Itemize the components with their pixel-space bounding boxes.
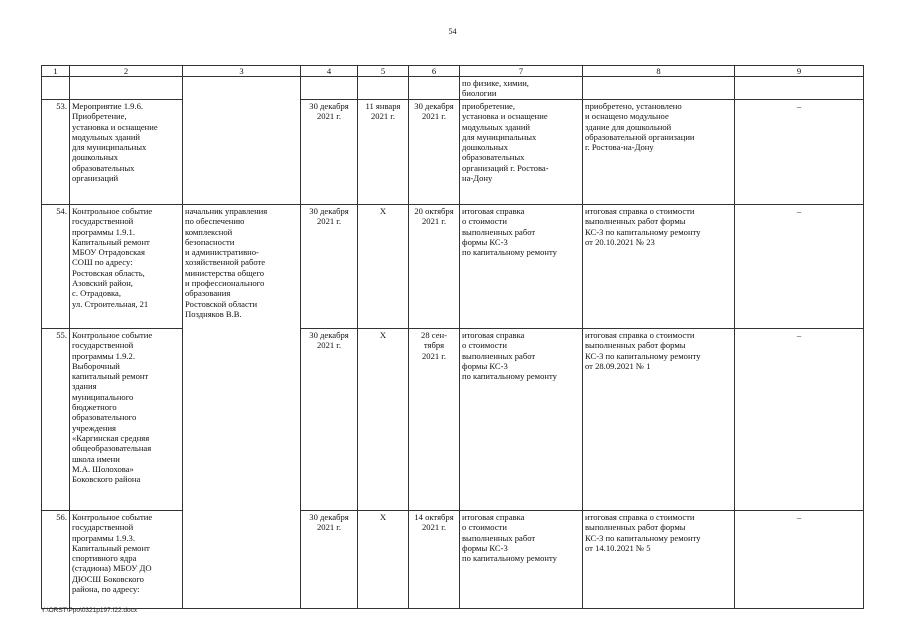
program-table: [41, 65, 864, 609]
event-name-cell: Контрольное событие государственной программы 1.9.2. Выборочный капитальный ремонт здания муниципального бюджетного образовательного учреждения «Каргинская средняя общеобразовательная школа имени М.А. Шолохова» Боковского района: [70, 329, 183, 511]
column-number: 4: [301, 66, 358, 77]
row-number: 55.: [42, 329, 70, 511]
column-number: 3: [183, 66, 301, 77]
start-date-cell: 11 января 2021 г.: [358, 100, 409, 205]
end-date-cell: 30 декабря 2021 г.: [409, 100, 460, 205]
column-number: 6: [409, 66, 460, 77]
column-number: 8: [583, 66, 735, 77]
actual-result-cell: итоговая справка о стоимости выполненных работ формы КС-3 по капитальному ремонту от 14.10.2021 № 5: [583, 511, 735, 609]
note-cell: –: [735, 205, 864, 329]
expected-result-cell: приобретение, установка и оснащение модульных зданий для муниципальных дошкольных образовательных организаций г. Ростова- на-Дону: [460, 100, 583, 205]
actual-result-cell: итоговая справка о стоимости выполненных работ формы КС-3 по капитальному ремонту от 28.09.2021 № 1: [583, 329, 735, 511]
table-row: [42, 511, 864, 609]
event-name-cell: Контрольное событие государственной программы 1.9.1. Капитальный ремонт МБОУ Отрадовская СОШ по адресу: Ростовская область, Азовский район, с. Отрадовка, ул. Строительная, 21: [70, 205, 183, 329]
expected-result-cell: итоговая справка о стоимости выполненных работ формы КС-3 по капитальному ремонту: [460, 329, 583, 511]
expected-result-cell: итоговая справка о стоимости выполненных работ формы КС-3 по капитальному ремонту: [460, 511, 583, 609]
column-number: 9: [735, 66, 864, 77]
expected-result-cell: по физике, химии, биологии: [460, 77, 583, 100]
note-cell: –: [735, 511, 864, 609]
plan-date-cell: 30 декабря 2021 г.: [301, 329, 358, 511]
column-number: 1: [42, 66, 70, 77]
column-number: 7: [460, 66, 583, 77]
table-row: [42, 205, 864, 329]
plan-date-cell: 30 декабря 2021 г.: [301, 205, 358, 329]
responsible-cell: [183, 100, 301, 205]
row-number: 53.: [42, 100, 70, 205]
responsible-cell: начальник управления по обеспечению комплексной безопасности и административно- хозяйственной работе министерства общего и профессионального образования Ростовской области Поздняков В.В.: [183, 205, 301, 329]
event-name-cell: Контрольное событие государственной программы 1.9.3. Капитальный ремонт спортивного ядра (стадиона) МБОУ ДО ДЮСШ Боковского района, по адресу:: [70, 511, 183, 609]
column-number-row: [42, 66, 864, 77]
start-date-cell: Х: [358, 205, 409, 329]
responsible-cell: [183, 329, 301, 511]
page-number: 54: [448, 27, 457, 36]
plan-date-cell: 30 декабря 2021 г.: [301, 511, 358, 609]
actual-result-cell: итоговая справка о стоимости выполненных работ формы КС-3 по капитальному ремонту от 20.10.2021 № 23: [583, 205, 735, 329]
expected-result-cell: итоговая справка о стоимости выполненных работ формы КС-3 по капитальному ремонту: [460, 205, 583, 329]
table-row: [42, 100, 864, 205]
end-date-cell: 28 сен- тября 2021 г.: [409, 329, 460, 511]
column-number: 2: [70, 66, 183, 77]
note-cell: –: [735, 100, 864, 205]
start-date-cell: Х: [358, 329, 409, 511]
continuation-row: [42, 77, 864, 100]
event-name-cell: Мероприятие 1.9.6. Приобретение, установка и оснащение модульных зданий для муниципальных дошкольных образовательных организаций: [70, 100, 183, 205]
plan-date-cell: 30 декабря 2021 г.: [301, 100, 358, 205]
column-number: 5: [358, 66, 409, 77]
end-date-cell: 14 октября 2021 г.: [409, 511, 460, 609]
note-cell: –: [735, 329, 864, 511]
actual-result-cell: приобретено, установлено и оснащено модульное здание для дошкольной образовательной организации г. Ростова-на-Дону: [583, 100, 735, 205]
row-number: 54.: [42, 205, 70, 329]
responsible-cell: [183, 511, 301, 609]
row-number: 56.: [42, 511, 70, 609]
end-date-cell: 20 октября 2021 г.: [409, 205, 460, 329]
start-date-cell: Х: [358, 511, 409, 609]
table-row: [42, 329, 864, 511]
file-path-footer: Y:\ORST\Ppo\0321p197.f22.docx: [41, 607, 138, 614]
